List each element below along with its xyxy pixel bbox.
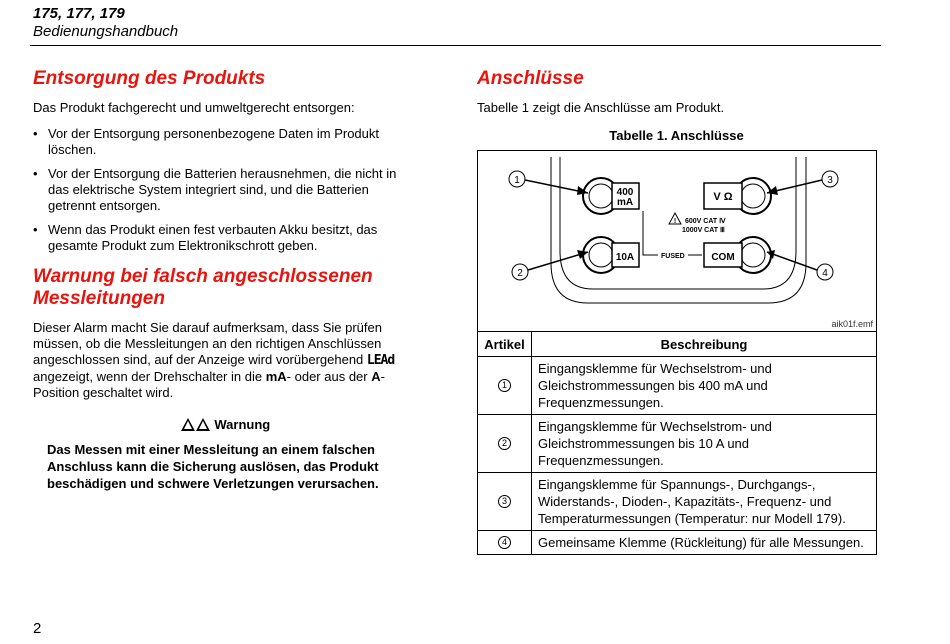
connections-heading: Anschlüsse (477, 68, 584, 89)
table-row (478, 530, 876, 554)
disposal-heading: Entsorgung des Produkts (33, 68, 266, 89)
figure-code: aik01f.emf (831, 319, 873, 329)
jack-ma-label: mA (616, 197, 634, 208)
table-header-row (478, 332, 876, 356)
warning-label-text: Warnung (214, 417, 271, 432)
callout-4: 4 (822, 268, 828, 279)
para-text-3: - oder aus der (286, 369, 368, 384)
item-number: 4 (498, 536, 511, 549)
disposal-list (33, 126, 418, 254)
svg-text:!: ! (673, 218, 677, 225)
callout-3: 3 (827, 175, 833, 186)
table-row (478, 414, 876, 472)
warning-label (33, 417, 418, 432)
page-number: 2 (33, 620, 42, 637)
warning-triangle-icon (181, 418, 195, 431)
jack-10a-label: 10A (615, 252, 635, 263)
callout-2: 2 (517, 268, 523, 279)
left-column (33, 68, 418, 492)
header-subtitle: Bedienungshandbuch (33, 23, 179, 40)
disposal-intro: Das Produkt fachgerecht und umweltgerecht entsorgen: (33, 100, 355, 115)
warning-text: Das Messen mit einer Messleitung an einem falschen Anschluss kann die Sicherung auslösen, das Produkt beschädigen und schwere Verletzungen verursachen. (47, 442, 379, 491)
para-text-2: angezeigt, wenn der Drehschalter in die (33, 369, 263, 384)
item-description: Gemeinsame Klemme (Rückleitung) für alle Messungen. (538, 535, 864, 550)
list-item: • Vor der Entsorgung personenbezogene Daten im Produkt löschen. (33, 126, 418, 158)
para-text-4: -Position geschaltet wird. (33, 369, 385, 400)
fused-label: FUSED (661, 253, 685, 260)
terminals-diagram (478, 151, 876, 331)
warning-section-paragraph (33, 320, 418, 401)
right-column (477, 68, 877, 143)
para-text-1: Dieser Alarm macht Sie darauf aufmerksam, dass Sie prüfen müssen, ob die Messleitungen an den richtigen Anschlüssen angeschlossen sind, auf der Anzeige wird vorübergehend (33, 320, 382, 367)
terminals-figure (478, 151, 876, 332)
jack-com-label: COM (711, 252, 735, 263)
column-header-desc: Beschreibung (660, 336, 748, 352)
item-description: Eingangsklemme für Spannungs-, Durchgangs-, Widerstands-, Dioden-, Kapazitäts-, Frequenz- und Temperaturmessungen (Temperatur: nur Modell 179). (538, 477, 846, 526)
connections-intro: Tabelle 1 zeigt die Anschlüsse am Produkt. (477, 100, 725, 115)
cat-rating-2: 1000V CAT Ⅲ (682, 227, 725, 234)
list-item: • Wenn das Produkt einen fest verbauten Akku besitzt, das gesamte Produkt zum Elektronikschrott geben. (33, 222, 418, 254)
a-position: A (371, 369, 381, 384)
jack-400-label: 400 (616, 187, 634, 198)
column-header-item: Artikel (478, 332, 532, 356)
ma-position: mA (265, 369, 287, 384)
item-description: Eingangsklemme für Wechselstrom- und Gleichstrommessungen bis 10 A und Frequenzmessungen. (538, 419, 772, 468)
connections-table (477, 150, 877, 555)
item-number: 3 (498, 495, 511, 508)
shock-triangle-icon (196, 418, 210, 431)
table-row (478, 356, 876, 414)
table-row (478, 472, 876, 530)
item-description: Eingangsklemme für Wechselstrom- und Gleichstrommessungen bis 400 mA und Frequenzmessungen. (538, 361, 772, 410)
item-number: 2 (498, 437, 511, 450)
list-item: • Vor der Entsorgung die Batterien herausnehmen, die nicht in das elektrische System integriert sind, und die Batterien getrennt entsorgen. (33, 166, 418, 214)
header-rule (30, 45, 881, 46)
lead-display-glyph: LEAd (366, 353, 395, 368)
jack-vo-label: V Ω (713, 191, 733, 203)
header-title: 175, 177, 179 (33, 5, 125, 22)
table-caption: Tabelle 1. Anschlüsse (609, 128, 744, 143)
callout-1: 1 (514, 175, 520, 186)
cat-rating-1: 600V CAT Ⅳ (685, 218, 726, 225)
warning-section-heading: Warnung bei falsch angeschlossenen Messleitungen (33, 266, 373, 309)
item-number: 1 (498, 379, 511, 392)
